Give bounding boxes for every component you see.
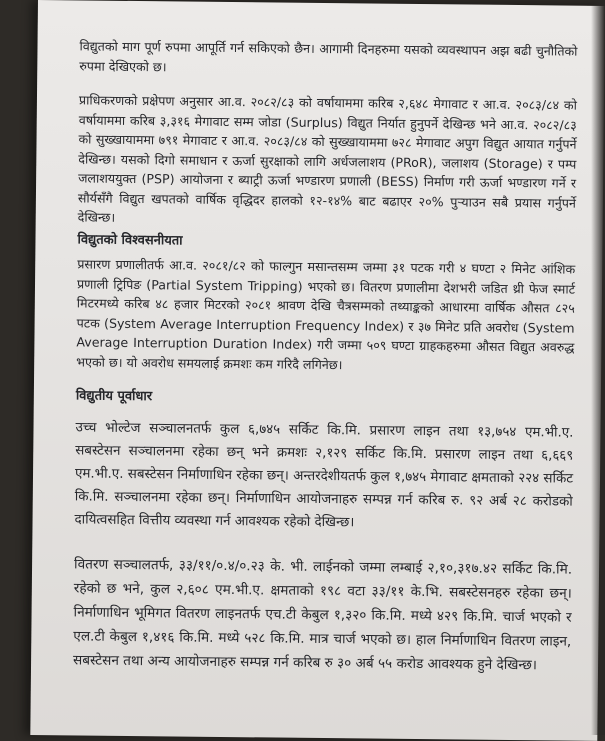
paragraph-demand: विद्युतको माग पूर्ण रुपमा आपूर्ति गर्न सकिएको छैन। आगामी दिनहरुमा यसको व्यवस्थापन अझ बढी चुनौतिको रुपमा देखिएको छ। [79,38,578,74]
paragraph-projection: प्राधिकरणको प्रक्षेपण अनुसार आ.व. २०८२/८३ को वर्षायाममा करिब २,६४८ मेगावाट र आ.व. २०८३/८४ को वर्षायाममा करिब ३,३१६ मेगावाट सम्म जोडा (Surplus) विद्युत निर्यात हुनुपर्ने देखिन्छ भने आ.व. २०८२/८३ को सुख्खायाममा ७९१ मेगावाट र आ.व. २०८३/८४ को सुख्खायाममा ७२८ मेगावाट अपुग विद्युत आयात गर्नुपर्ने देखिन्छ। यसको दिगो समाधान र ऊर्जा सुरक्षाको लागि अर्धजलाशय (PRoR), जलाशय (Storage) र पम्प जलाशययुक्त (PSP) आयोजना र ब्याट्री ऊर्जा भण्डारण प्रणाली (BESS) निर्माण गरी ऊर्जा भण्डारण गर्ने र सौर्यसँगै विद्युत खपतको वार्षिक वृद्धिदर हालको १२-१४% बाट बढाएर २०% पुऱ्याउन सबै प्रयास गर्नुपर्ने देखिन्छ। [77,92,578,225]
paragraph-distribution: वितरण सञ्चालतर्फ, ३३/११/०.४/०.२३ के. भी. लाईनको जम्मा लम्बाई २,१०,३१७.४२ सर्किट कि.मि. रहेको छ भने, कुल २,६०८ एम.भी.ए. क्षमताको १९८ वटा ३३/११ के.भि. सबस्टेसनहरु रहेका छन्। निर्माणाधिन भूमिगत वितरण लाइनतर्फ एच.टी केबुल १,३२० कि.मि. मध्ये ४२९ कि.मि. चार्ज भएको र एल.टी केबुल १,४१६ कि.मि. मध्ये ५२८ कि.मि. मात्र चार्ज भएको छ। हाल निर्माणाधिन वितरण लाइन, सबस्टेसन तथा अन्य आयोजनाहरु सम्पन्न गर्न करिब रु ३० अर्ब ५५ करोड आवश्यक हुने देखिन्छ। [73,556,573,674]
page-edge-shadow [591,0,605,735]
paragraph-transmission: उच्च भोल्टेज सञ्चालनतर्फ कुल ६,७४५ सर्किट कि.मि. प्रसारण लाइन तथा १३,७५४ एम.भी.ए. सबस्टेसन सञ्चालनमा रहेका छन् भने क्रमशः २,१२९ सर्किट कि.मि. प्रसारण लाइन तथा ६,६६९ एम.भी.ए. सबस्टेसन निर्माणाधिन रहेका छन्। अन्तरदेशीयतर्फ कुल १,७४५ मेगावाट क्षमताको २२४ सर्किट कि.मि. सञ्चालनमा रहेका छन्। निर्माणाधिन आयोजनाहरु सम्पन्न गर्न करिब रु. ९२ अर्ब २८ करोडको दायित्वसहित वित्तीय व्यवस्था गर्न आवश्यक रहेको देखिन्छ। [74,420,574,531]
heading-reliability: विद्युतको विश्वसनीयता [77,232,183,249]
paragraph-reliability: प्रसारण प्रणालीतर्फ आ.व. २०८१/८२ को फाल्गुन मसान्तसम्म जम्मा ३१ पटक गरी ४ घण्टा २ मिनेट आंशिक प्रणाली ट्रिपिङ (Partial System Tripping) भएको छ। वितरण प्रणालीमा देशभरी जडित थ्री फेज स्मार्ट मिटरमध्ये करिब ४८ हजार मिटरको २०८१ श्रावण देखि चैत्रसम्मको तथ्याङ्कको आधारमा वार्षिक औसत ८२५ पटक (System Average Interruption Frequency Index) र ३७ मिनेट प्रति अवरोध (System Average Interruption Duration Index) गरी जम्मा ५०९ घण्टा ग्राहकहरुमा औसत विद्युत अवरुद्ध भएको छ। यो अवरोध समयलाई क्रमशः कम गरिदै लगिनेछ। [76,256,576,372]
heading-infrastructure: विद्युतीय पूर्वाधार [75,388,153,405]
document-page [30,0,605,741]
